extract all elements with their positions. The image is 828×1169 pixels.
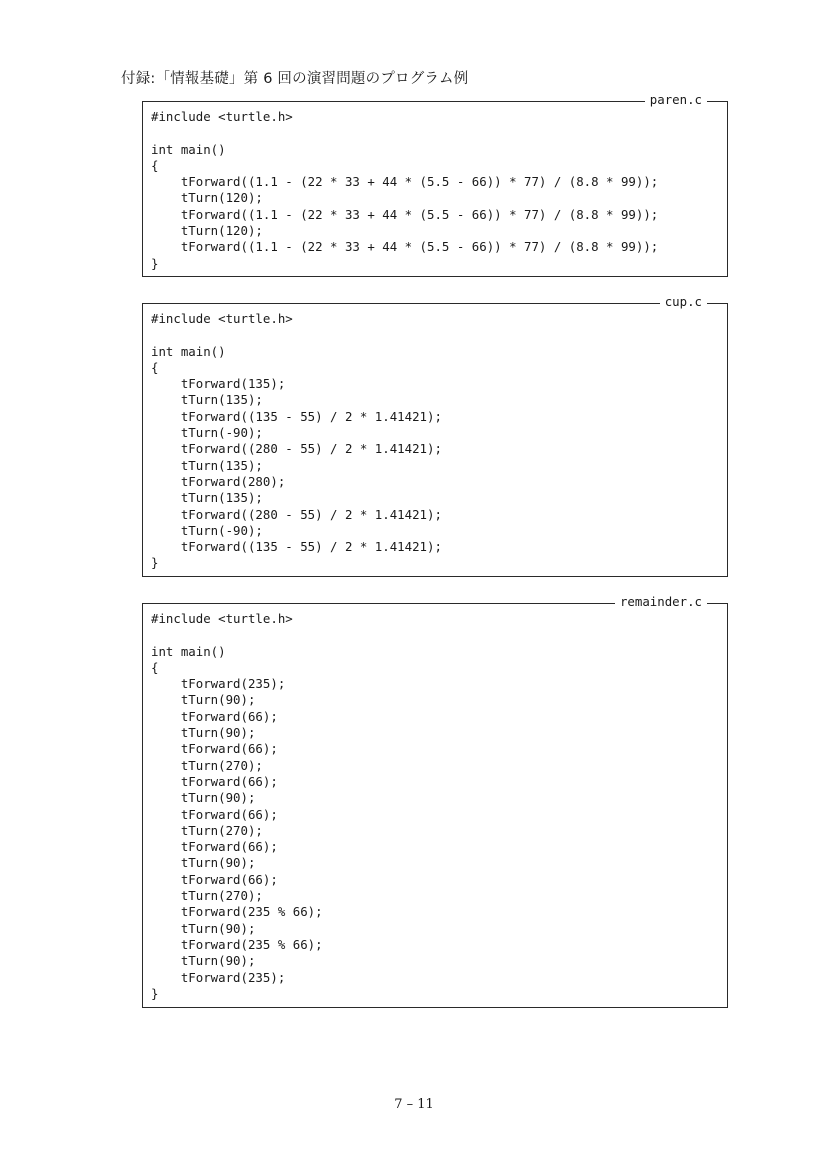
page-heading: 付録:「情報基礎」第 6 回の演習問題のプログラム例 — [121, 71, 469, 87]
code-block: #include <turtle.h> int main() { tForward(235); tTurn(90); tForward(66); tTurn(90); tForward(66); tTurn(270); tForward(66); tTurn(90); tForward(66); tTurn(270); tForward(66); tTurn(90); tForward(66); tTurn(270); tForward(235 % 66); tTurn(90); tForward(235 % 66); tTurn(90); tForward(235); } — [151, 611, 323, 1001]
code-block: #include <turtle.h> int main() { tForward((1.1 - (22 * 33 + 44 * (5.5 - 66)) * 77) / (8.8 * 99)); tTurn(120); tForward((1.1 - (22 * 33 + 44 * (5.5 - 66)) * 77) / (8.8 * 99)); tTurn(120); tForward((1.1 - (22 * 33 + 44 * (5.5 - 66)) * 77) / (8.8 * 99)); } — [151, 109, 659, 271]
code-block: #include <turtle.h> int main() { tForward(135); tTurn(135); tForward((135 - 55) / 2 * 1.41421); tTurn(-90); tForward((280 - 55) / 2 * 1.41421); tTurn(135); tForward(280); tTurn(135); tForward((280 - 55) / 2 * 1.41421); tTurn(-90); tForward((135 - 55) / 2 * 1.41421); } — [151, 311, 442, 571]
page-number: 7 – 11 — [394, 1097, 434, 1112]
filename-label: cup.c — [660, 294, 707, 310]
filename-label: paren.c — [645, 92, 707, 108]
code-listing-paren — [142, 92, 728, 277]
code-listing-remainder — [142, 594, 728, 1008]
code-listing-cup — [142, 294, 728, 577]
filename-label: remainder.c — [615, 594, 707, 610]
